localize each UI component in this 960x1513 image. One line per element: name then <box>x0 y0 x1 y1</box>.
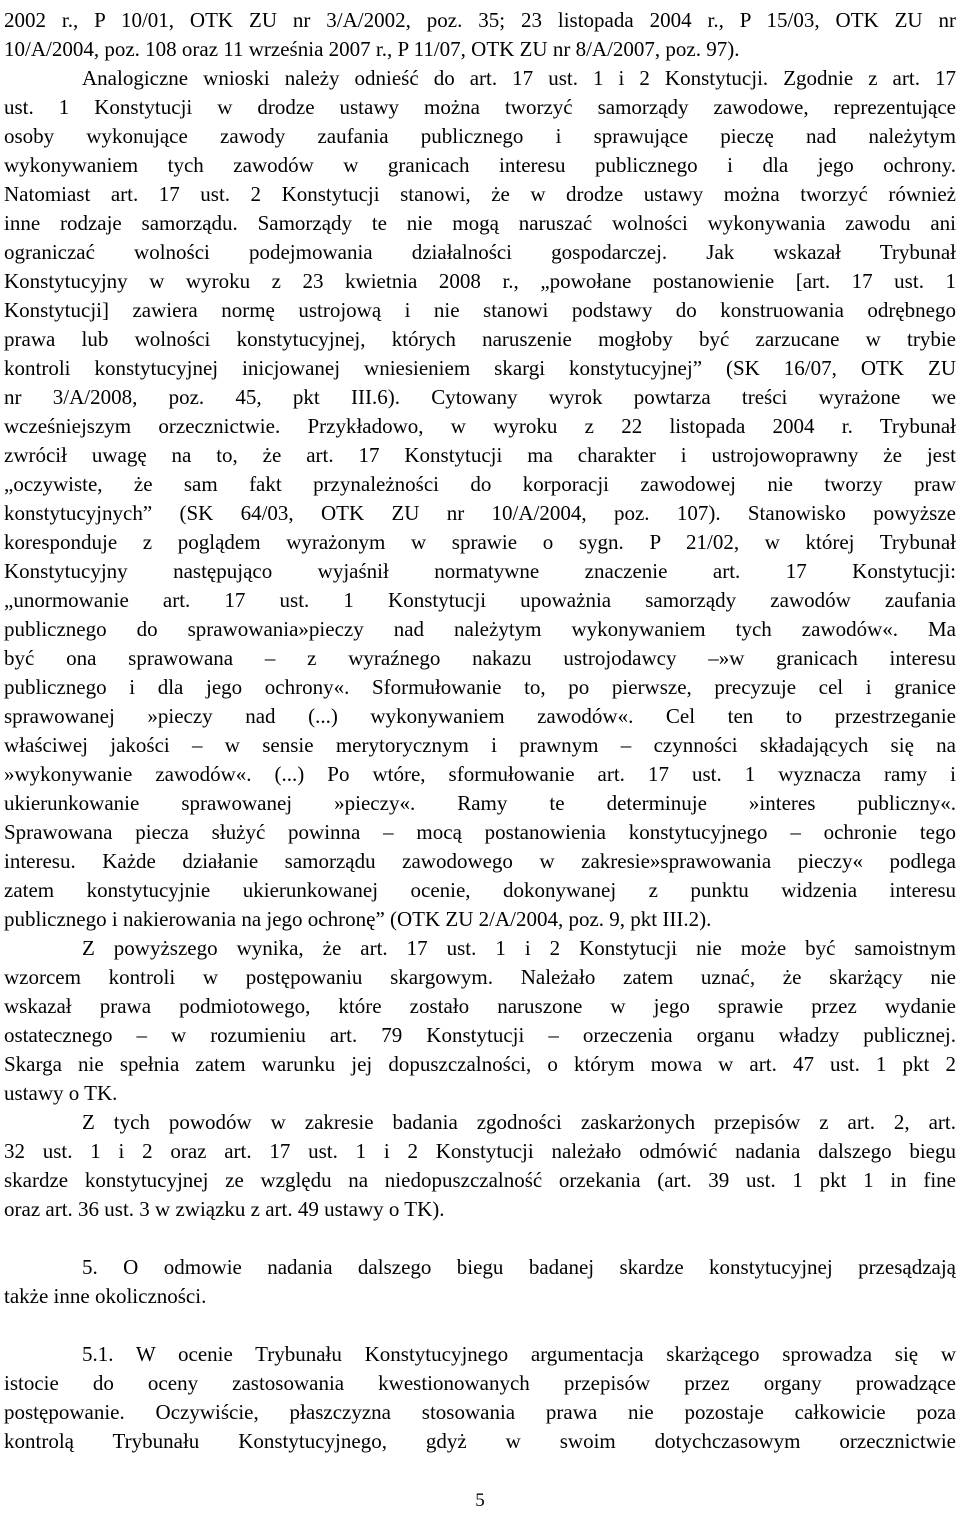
text-line: ust. 1 Konstytucji w drodze ustawy można tworzyć samorządy zawodowe, reprezentujące <box>4 95 956 119</box>
text-line: Konstytucyjny w wyroku z 23 kwietnia 2008 r., „powołane postanowienie [art. 17 ust. 1 <box>4 269 956 293</box>
text-line: 5.1. W ocenie Trybunału Konstytucyjnego argumentacja skarżącego sprowadza się w <box>82 1342 956 1366</box>
text-line: sprawowanej »pieczy nad (...) wykonywaniem zawodów«. Cel ten to przestrzeganie <box>4 704 956 728</box>
text-line: Skarga nie spełnia zatem warunku jej dopuszczalności, o którym mowa w art. 47 ust. 1 pkt 2 <box>4 1052 956 1076</box>
text-line: 5. O odmowie nadania dalszego biegu badanej skardze konstytucyjnej przesądzają <box>82 1255 956 1279</box>
page-number: 5 <box>475 1490 485 1511</box>
text-line: zwrócił uwagę na to, że art. 17 Konstytucji ma charakter i ustrojowoprawny że jest <box>4 443 956 467</box>
text-line: publicznego i dla jego ochrony«. Sformułowanie to, po pierwsze, precyzuje cel i granice <box>4 675 956 699</box>
text-line: konstytucyjnych” (SK 64/03, OTK ZU nr 10/A/2004, poz. 107). Stanowisko powyższe <box>4 501 956 525</box>
text-line: ograniczać wolności podejmowania działalności gospodarczej. Jak wskazał Trybunał <box>4 240 956 264</box>
text-line: wzorcem kontroli w postępowaniu skargowym. Należało zatem uznać, że skarżący nie <box>4 965 956 989</box>
text-line: istocie do oceny zastosowania kwestionowanych przepisów przez organy prowadzące <box>4 1371 956 1395</box>
text-line: publicznego i nakierowania na jego ochronę” (OTK ZU 2/A/2004, poz. 9, pkt III.2). <box>4 907 712 931</box>
text-line: postępowanie. Oczywiście, płaszczyzna stosowania prawa nie pozostaje całkowicie poza <box>4 1400 956 1424</box>
text-line: interesu. Każde działanie samorządu zawodowego w zakresie»sprawowania pieczy« podlega <box>4 849 956 873</box>
text-line: zatem konstytucyjnie ukierunkowanej ocenie, dokonywanej z punktu widzenia interesu <box>4 878 956 902</box>
text-line: wcześniejszym orzecznictwie. Przykładowo, w wyroku z 22 listopada 2004 r. Trybunał <box>4 414 956 438</box>
text-line: właściwej jakości – w sensie merytorycznym i prawnym – czynności składających się na <box>4 733 956 757</box>
text-line: Z powyższego wynika, że art. 17 ust. 1 i 2 Konstytucji nie może być samoistnym <box>82 936 956 960</box>
text-line: publicznego do sprawowania»pieczy nad należytym wykonywaniem tych zawodów«. Ma <box>4 617 956 641</box>
text-line: kontrolą Trybunału Konstytucyjnego, gdyż w swoim dotychczasowym orzecznictwie <box>4 1429 956 1453</box>
text-line: ostatecznego – w rozumieniu art. 79 Konstytucji – orzeczenia organu władzy publicznej. <box>4 1023 956 1047</box>
text-line: Sprawowana piecza służyć powinna – mocą postanowienia konstytucyjnego – ochronie tego <box>4 820 956 844</box>
text-line: nr 3/A/2008, poz. 45, pkt III.6). Cytowany wyrok powtarza treści wyrażone we <box>4 385 956 409</box>
text-line: kontroli konstytucyjnej inicjowanej wniesieniem skargi konstytucyjnej” (SK 16/07, OTK ZU <box>4 356 956 380</box>
text-line: skardze konstytucyjnej ze względu na niedopuszczalność orzekania (art. 39 ust. 1 pkt 1 in fine <box>4 1168 956 1192</box>
text-line: 10/A/2004, poz. 108 oraz 11 września 2007 r., P 11/07, OTK ZU nr 8/A/2007, poz. 97). <box>4 37 740 61</box>
text-line: „oczywiste, że sam fakt przynależności do korporacji zawodowej nie tworzy praw <box>4 472 956 496</box>
text-line: koresponduje z poglądem wyrażonym w sprawie o sygn. P 21/02, w której Trybunał <box>4 530 956 554</box>
text-line: inne rodzaje samorządu. Samorządy te nie mogą naruszać wolności wykonywania zawodu ani <box>4 211 956 235</box>
text-line: ukierunkowanie sprawowanej »pieczy«. Ramy te determinuje »interes publiczny«. <box>4 791 956 815</box>
text-line: prawa lub wolności konstytucyjnej, których naruszenie mogłoby być zarzucane w trybie <box>4 327 956 351</box>
text-line: »wykonywanie zawodów«. (...) Po wtóre, sformułowanie art. 17 ust. 1 wyznacza ramy i <box>4 762 956 786</box>
text-line: ustawy o TK. <box>4 1081 118 1105</box>
text-line: wskazał prawa podmiotowego, które zostało naruszone w jego sprawie przez wydanie <box>4 994 956 1018</box>
text-line: Konstytucyjny następująco wyjaśnił normatywne znaczenie art. 17 Konstytucji: <box>4 559 956 583</box>
text-line: Z tych powodów w zakresie badania zgodności zaskarżonych przepisów z art. 2, art. <box>82 1110 956 1134</box>
text-line: Analogiczne wnioski należy odnieść do art. 17 ust. 1 i 2 Konstytucji. Zgodnie z art. 17 <box>82 66 956 90</box>
text-line: także inne okoliczności. <box>4 1284 207 1308</box>
text-line: osoby wykonujące zawody zaufania publicznego i sprawujące pieczę nad należytym <box>4 124 956 148</box>
text-line: 2002 r., P 10/01, OTK ZU nr 3/A/2002, poz. 35; 23 listopada 2004 r., P 15/03, OTK ZU nr <box>4 8 956 32</box>
text-line: „unormowanie art. 17 ust. 1 Konstytucji upoważnia samorządy zawodów zaufania <box>4 588 956 612</box>
text-line: 32 ust. 1 i 2 oraz art. 17 ust. 1 i 2 Konstytucji należało odmówić nadania dalszego biegu <box>4 1139 956 1163</box>
text-line: oraz art. 36 ust. 3 w związku z art. 49 ustawy o TK). <box>4 1197 445 1221</box>
text-line: Natomiast art. 17 ust. 2 Konstytucji stanowi, że w drodze ustawy można tworzyć również <box>4 182 956 206</box>
text-line: wykonywaniem tych zawodów w granicach interesu publicznego i dla jego ochrony. <box>4 153 956 177</box>
text-line: być ona sprawowana – z wyraźnego nakazu ustrojodawcy –»w granicach interesu <box>4 646 956 670</box>
text-line: Konstytucji] zawiera normę ustrojową i nie stanowi podstawy do konstruowania odrębnego <box>4 298 956 322</box>
